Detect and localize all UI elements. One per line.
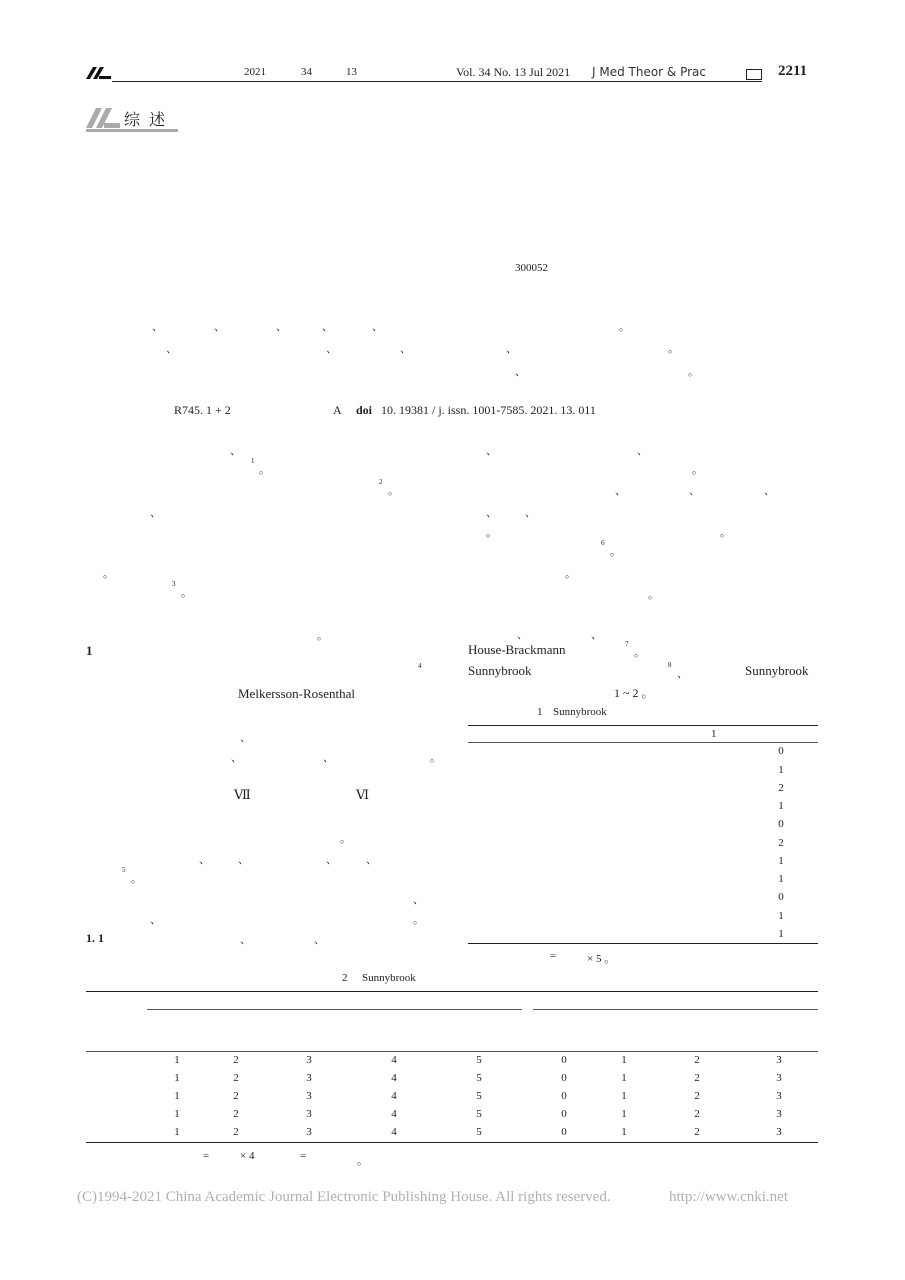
punct-mark: 、 [486, 445, 497, 457]
table-cell: 2 [233, 1126, 239, 1138]
table-bottom-rule [86, 1142, 818, 1143]
table-cell: 1 [174, 1072, 180, 1084]
table-top-rule [86, 991, 818, 992]
table-caption-number: 1 [537, 706, 543, 718]
punct-mark: 、 [637, 445, 648, 457]
punct-mark: 。 [634, 647, 645, 659]
table-cell: 5 [476, 1108, 482, 1120]
table-cell: 1 [778, 928, 784, 940]
punct-mark: 。 [720, 527, 731, 539]
page-number: 2211 [778, 63, 808, 79]
table-bottom-rule [468, 943, 818, 944]
table-cell: 1 [778, 910, 784, 922]
journal-logo-icon [86, 66, 112, 80]
reference-marker: 5 [122, 866, 126, 874]
punct-mark: 、 [413, 894, 424, 906]
table-caption-title: Sunnybrook [362, 972, 416, 984]
table-cell: 2 [233, 1072, 239, 1084]
section-heading: 1 [86, 643, 93, 658]
table-cell: 0 [778, 891, 784, 903]
doi-label: doi [356, 403, 373, 417]
table-cell: 0 [561, 1108, 567, 1120]
table-note: 。 [357, 1155, 368, 1167]
table-cell: 5 [476, 1072, 482, 1084]
house-brackmann-label: House-Brackmann [468, 642, 566, 657]
table-range-ref: 1 ~ 2 。 [614, 686, 654, 700]
punct-mark: 、 [150, 507, 161, 519]
cranial-nerve-vii: Ⅶ [234, 787, 251, 802]
syndrome-name: Melkersson-Rosenthal [238, 686, 355, 701]
table-top-rule [468, 725, 818, 726]
header-cn-volume: 34 [301, 66, 312, 78]
punct-mark: 、 [689, 485, 700, 497]
table-cell: 3 [776, 1126, 782, 1138]
table-cell: 0 [561, 1126, 567, 1138]
header-box-icon [746, 69, 762, 80]
document-code: A [333, 403, 342, 417]
table-cell: 4 [391, 1108, 397, 1120]
table-cell: 1 [174, 1090, 180, 1102]
table-column-header: 1 [711, 728, 717, 740]
table-cell: 0 [778, 745, 784, 757]
reference-marker: 4 [418, 662, 422, 670]
header-citation: Vol. 34 No. 13 Jul 2021 [456, 65, 571, 79]
punct-mark: 、 [486, 507, 497, 519]
punct-mark: 、 [276, 321, 287, 333]
punct-mark: 、 [322, 321, 333, 333]
header-rule [112, 81, 762, 82]
punct-mark: 、 [677, 668, 688, 680]
table-group-rule [147, 1009, 522, 1010]
table-cell: 0 [561, 1090, 567, 1102]
section-tag-logo-icon [86, 107, 120, 129]
punct-mark: 、 [199, 854, 210, 866]
reference-marker: 2 [379, 478, 383, 486]
punct-mark: 、 [238, 854, 249, 866]
cnki-url-link[interactable]: http://www.cnki.net [669, 1189, 789, 1205]
table-cell: 4 [391, 1054, 397, 1066]
table-cell: 0 [561, 1072, 567, 1084]
table-cell: 2 [694, 1108, 700, 1120]
punct-mark: 。 [486, 527, 497, 539]
punct-mark: 。 [413, 914, 424, 926]
table-group-rule [533, 1009, 818, 1010]
table-cell: 4 [391, 1072, 397, 1084]
table-cell: 2 [694, 1054, 700, 1066]
punct-mark: 。 [610, 546, 621, 558]
table-cell: 1 [621, 1090, 627, 1102]
punct-mark: 。 [259, 464, 270, 476]
table-cell: 2 [778, 782, 784, 794]
doi-value: 10. 19381 / j. issn. 1001-7585. 2021. 13. 011 [381, 403, 596, 417]
table-cell: 2 [233, 1108, 239, 1120]
table-cell: 1 [174, 1108, 180, 1120]
table-note: = [300, 1150, 307, 1162]
header-cn-year: 2021 [244, 66, 266, 78]
sunnybrook-label: Sunnybrook [468, 663, 532, 678]
table-cell: 1 [174, 1054, 180, 1066]
punct-mark: 。 [668, 343, 679, 355]
punct-mark: 、 [150, 914, 161, 926]
reference-marker: 8 [668, 661, 672, 669]
punct-mark: 。 [317, 630, 328, 642]
punct-mark: 、 [230, 445, 241, 457]
punct-mark: 。 [103, 568, 114, 580]
punct-mark: 。 [692, 464, 703, 476]
cranial-nerve-vi: Ⅵ [356, 787, 370, 802]
header-cn-issue: 13 [346, 66, 357, 78]
table-cell: 2 [694, 1072, 700, 1084]
punct-mark: 、 [764, 485, 775, 497]
reference-marker: 7 [625, 640, 629, 648]
punct-mark: 、 [326, 854, 337, 866]
table-caption-number: 2 [342, 972, 348, 984]
table-cell: 2 [694, 1090, 700, 1102]
punct-mark: 、 [231, 752, 242, 764]
punct-mark: 。 [619, 321, 630, 333]
punct-mark: 。 [388, 485, 399, 497]
subsection-heading: 1. 1 [86, 931, 104, 945]
table-cell: 4 [391, 1090, 397, 1102]
table-cell: 1 [778, 873, 784, 885]
punct-mark: 、 [240, 934, 251, 946]
table-header-rule [468, 742, 818, 743]
table-note: × 5 。 [587, 953, 616, 965]
table-cell: 2 [233, 1090, 239, 1102]
table-cell: 3 [306, 1090, 312, 1102]
punct-mark: 、 [615, 485, 626, 497]
table-cell: 3 [306, 1108, 312, 1120]
punct-mark: 、 [323, 752, 334, 764]
punct-mark: 、 [152, 321, 163, 333]
table-cell: 0 [778, 818, 784, 830]
punct-mark: 。 [131, 873, 142, 885]
section-tag-label: 综 述 [124, 110, 168, 129]
table-cell: 5 [476, 1126, 482, 1138]
reference-marker: 3 [172, 580, 176, 588]
table-header-rule [86, 1051, 818, 1052]
table-cell: 5 [476, 1054, 482, 1066]
table-cell: 1 [621, 1126, 627, 1138]
reference-marker: 1 [251, 457, 255, 465]
table-cell: 1 [174, 1126, 180, 1138]
table-cell: 1 [778, 764, 784, 776]
table-cell: 3 [306, 1054, 312, 1066]
table-cell: 3 [776, 1072, 782, 1084]
punct-mark: 。 [181, 587, 192, 599]
sunnybrook-label: Sunnybrook [745, 663, 809, 678]
table-cell: 4 [391, 1126, 397, 1138]
affiliation-postcode: 300052 [515, 262, 548, 274]
punct-mark: 、 [366, 854, 377, 866]
punct-mark: 、 [515, 366, 526, 378]
table-cell: 1 [621, 1054, 627, 1066]
punct-mark: 、 [326, 343, 337, 355]
section-tag-underline [86, 129, 178, 132]
table-cell: 1 [621, 1072, 627, 1084]
punct-mark: 、 [400, 343, 411, 355]
table-cell: 1 [778, 800, 784, 812]
table-cell: 3 [306, 1072, 312, 1084]
copyright-text: (C)1994-2021 China Academic Journal Electronic Publishing House. All rights reserved. [77, 1189, 611, 1205]
table-cell: 3 [306, 1126, 312, 1138]
table-note: = [550, 950, 557, 962]
punct-mark: 、 [506, 343, 517, 355]
punct-mark: 、 [214, 321, 225, 333]
table-note: × 4 [240, 1150, 255, 1162]
table-cell: 2 [778, 837, 784, 849]
table-cell: 2 [233, 1054, 239, 1066]
table-cell: 3 [776, 1108, 782, 1120]
table-cell: 5 [476, 1090, 482, 1102]
header-journal: J Med Theor & Prac [592, 65, 707, 79]
punct-mark: 。 [648, 589, 659, 601]
table-cell: 2 [694, 1126, 700, 1138]
punct-mark: 。 [340, 833, 351, 845]
clc-number: R745. 1 + 2 [174, 403, 231, 417]
table-caption-title: Sunnybrook [553, 706, 607, 718]
punct-mark: 。 [688, 366, 699, 378]
punct-mark: 、 [372, 321, 383, 333]
table-cell: 0 [561, 1054, 567, 1066]
punct-mark: 、 [314, 934, 325, 946]
reference-marker: 6 [601, 539, 605, 547]
table-cell: 1 [621, 1108, 627, 1120]
punct-mark: 、 [240, 732, 251, 744]
table-cell: 3 [776, 1054, 782, 1066]
table-note: = [203, 1150, 210, 1162]
punct-mark: 。 [565, 568, 576, 580]
table-cell: 1 [778, 855, 784, 867]
table-cell: 3 [776, 1090, 782, 1102]
punct-mark: 、 [517, 629, 528, 641]
punct-mark: 、 [166, 343, 177, 355]
punct-mark: 、 [591, 629, 602, 641]
punct-mark: 。 [430, 752, 441, 764]
punct-mark: 、 [525, 507, 536, 519]
